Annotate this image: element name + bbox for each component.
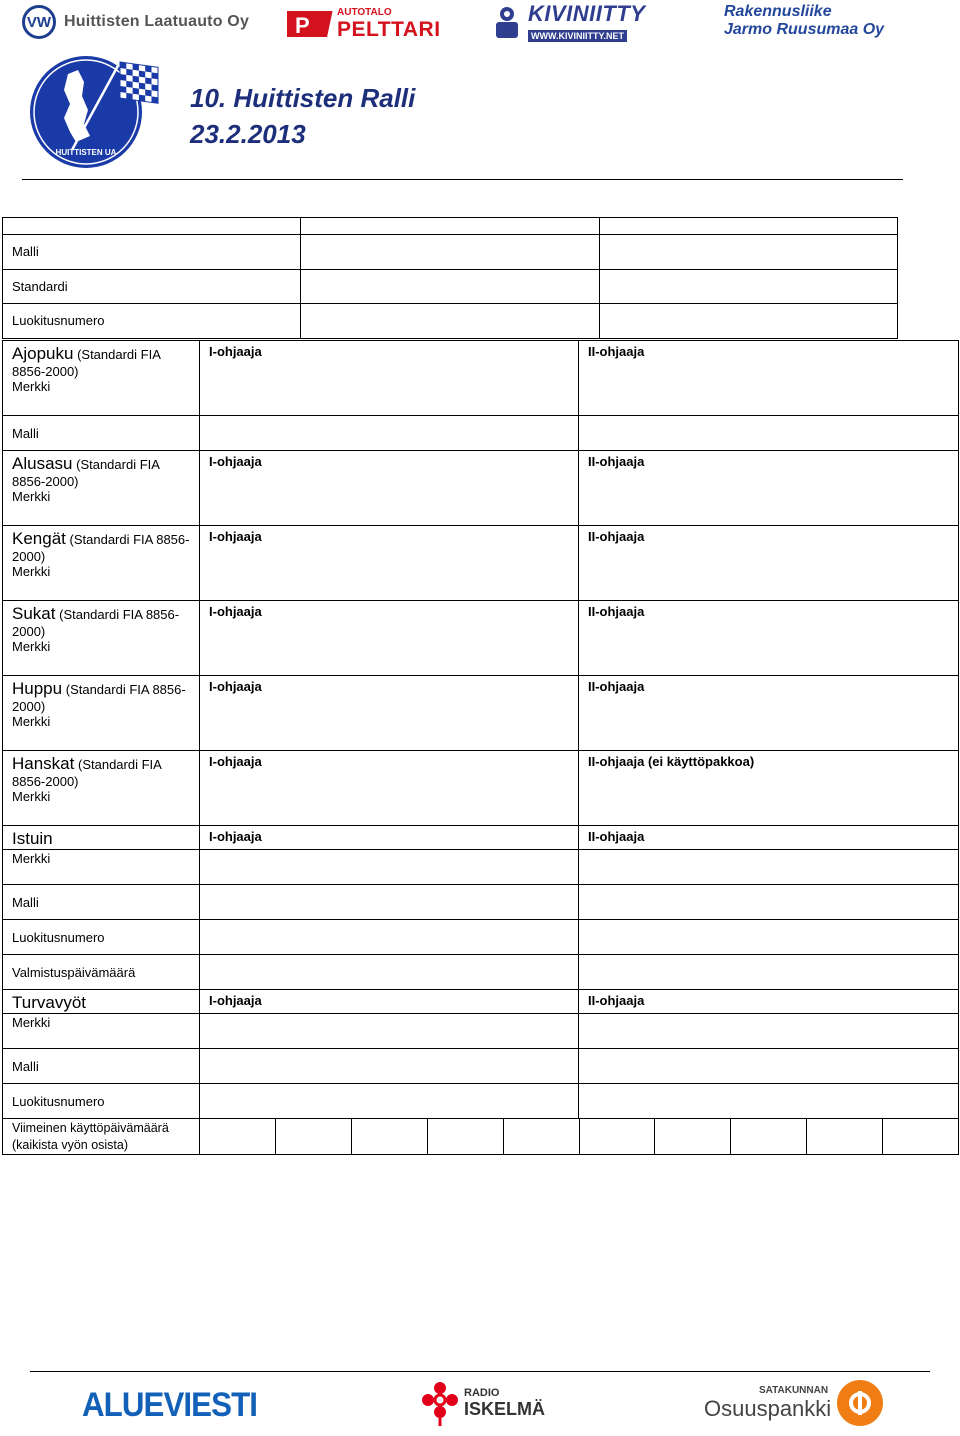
- kiviniitty-name: KIVINIITTY: [528, 1, 646, 26]
- huittisten-ua-emblem-icon: [28, 52, 160, 170]
- rally-date: 23.2.2013: [190, 119, 306, 149]
- gear-driver2-huppu[interactable]: II-ohjaaja: [579, 676, 959, 751]
- vehicle-header-cell[interactable]: [301, 218, 600, 235]
- header-divider: [22, 179, 903, 180]
- gear-sublabel-merkki: Merkki: [12, 789, 51, 804]
- gear-sublabel-merkki: Merkki: [12, 489, 51, 504]
- gear-field-istuin-luokitus-1[interactable]: [200, 920, 579, 955]
- iskelma-name: ISKELMÄ: [464, 1398, 545, 1419]
- gear-title-ajopuku: Ajopuku: [12, 344, 74, 363]
- vehicle-header-cell[interactable]: [600, 218, 898, 235]
- gear-row-istuin: [3, 826, 959, 850]
- gear-sublabel-merkki: Merkki: [12, 564, 51, 579]
- gear-driver2-kengat[interactable]: II-ohjaaja: [579, 526, 959, 601]
- gear-field-turvavyot-luokitus-1[interactable]: [200, 1084, 579, 1119]
- gear-field-turvavyot-merkki-2[interactable]: [579, 1014, 959, 1049]
- vehicle-row-malli: [3, 235, 898, 270]
- gear-standard-huppu: (Standardi FIA 8856-2000): [12, 682, 186, 714]
- gear-field-istuin-merkki-1[interactable]: [200, 850, 579, 885]
- vehicle-info-table: [2, 217, 898, 339]
- expiry-date-cell[interactable]: [579, 1119, 655, 1154]
- gear-row-turvavyot-luokitus: [3, 1084, 959, 1119]
- expiry-date-cell[interactable]: [351, 1119, 427, 1154]
- vehicle-row-luokitusnumero: [3, 304, 898, 339]
- expiry-date-cell[interactable]: [275, 1119, 351, 1154]
- gear-title-istuin: Istuin: [12, 829, 53, 848]
- gear-title-kengat: Kengät: [12, 529, 66, 548]
- vehicle-header-cell: [3, 218, 301, 235]
- gear-row-turvavyot-malli: [3, 1049, 959, 1084]
- gear-title-turvavyot: Turvavyöt: [12, 993, 87, 1012]
- vehicle-field-malli-2[interactable]: [600, 235, 898, 270]
- gear-row-sukat: [3, 601, 959, 676]
- gear-row-ajopuku-malli: [3, 416, 959, 451]
- gear-sublabel-merkki: Merkki: [3, 850, 200, 885]
- sponsor-alueviesti: ALUEVIESTI: [82, 1386, 258, 1424]
- ruusumaa-line-1: Rakennusliike: [724, 3, 832, 20]
- vehicle-row-standardi: [3, 269, 898, 304]
- vw-logo-letters: VW: [26, 13, 52, 31]
- gear-driver1-hanskat[interactable]: I-ohjaaja: [200, 751, 579, 826]
- gear-driver2-sukat[interactable]: II-ohjaaja: [579, 601, 959, 676]
- gear-title-alusasu: Alusasu: [12, 454, 73, 473]
- svg-text:P: P: [295, 13, 310, 38]
- iskelma-logo-icon: [418, 1380, 462, 1426]
- gear-row-turvavyot-merkki: [3, 1014, 959, 1049]
- vehicle-header-row: [3, 218, 898, 235]
- sponsor-radio-iskelma: [418, 1380, 545, 1426]
- rally-title: [190, 80, 415, 152]
- gear-field-istuin-malli-2[interactable]: [579, 885, 959, 920]
- gear-row-ajopuku: [3, 341, 959, 416]
- rally-name: 10. Huittisten Ralli: [190, 83, 416, 113]
- safety-gear-table: [2, 340, 959, 1155]
- expiry-date-cell[interactable]: [730, 1119, 806, 1154]
- gear-row-istuin-merkki: [3, 850, 959, 885]
- gear-driver1-istuin[interactable]: I-ohjaaja: [200, 826, 579, 850]
- op-name: Osuuspankki: [704, 1395, 832, 1421]
- gear-field-istuin-malli-1[interactable]: [200, 885, 579, 920]
- gear-sublabel-merkki: Merkki: [12, 714, 51, 729]
- vehicle-field-standardi-2[interactable]: [600, 269, 898, 304]
- sponsor-kiviniitty: [490, 2, 645, 42]
- footer-divider: [30, 1371, 930, 1372]
- vehicle-field-luokitusnumero-1[interactable]: [301, 304, 600, 339]
- op-region-text: SATAKUNNAN: [759, 1384, 829, 1396]
- gear-sublabel-luokitusnumero: Luokitusnumero: [3, 1084, 200, 1119]
- gear-field-istuin-valmistus-1[interactable]: [200, 955, 579, 990]
- gear-row-turvavyot: [3, 990, 959, 1014]
- kiviniitty-logo-icon: [490, 4, 524, 40]
- expiry-date-cell[interactable]: [806, 1119, 882, 1154]
- gear-sublabel-merkki: Merkki: [12, 379, 51, 394]
- gear-driver2-turvavyot[interactable]: II-ohjaaja: [579, 990, 959, 1014]
- gear-sublabel-luokitusnumero: Luokitusnumero: [3, 920, 200, 955]
- gear-driver1-kengat[interactable]: I-ohjaaja: [200, 526, 579, 601]
- peltari-big-text: PELTTARI: [337, 17, 441, 41]
- gear-label-hanskat: [3, 751, 200, 826]
- vw-logo-icon: [22, 5, 56, 39]
- gear-label-ajopuku: [3, 341, 200, 416]
- expiry-date-cell[interactable]: [200, 1119, 275, 1154]
- gear-field-istuin-valmistus-2[interactable]: [579, 955, 959, 990]
- expiry-date-cell[interactable]: [654, 1119, 730, 1154]
- gear-label-kengat: [3, 526, 200, 601]
- gear-sublabel-malli: Malli: [3, 416, 200, 451]
- vehicle-field-malli-1[interactable]: [301, 235, 600, 270]
- gear-field-istuin-merkki-2[interactable]: [579, 850, 959, 885]
- vehicle-field-standardi-1[interactable]: [301, 269, 600, 304]
- gear-standard-alusasu: (Standardi FIA 8856-2000): [12, 457, 160, 489]
- gear-sublabel-malli: Malli: [3, 1049, 200, 1084]
- gear-row-huppu: [3, 676, 959, 751]
- expiry-date-cell[interactable]: [427, 1119, 503, 1154]
- expiry-date-cell[interactable]: [882, 1119, 958, 1154]
- gear-field-ajopuku-malli-2[interactable]: [579, 416, 959, 451]
- gear-field-turvavyot-merkki-1[interactable]: [200, 1014, 579, 1049]
- gear-sublabel-malli: Malli: [3, 885, 200, 920]
- vehicle-field-luokitusnumero-2[interactable]: [600, 304, 898, 339]
- gear-row-istuin-valmistus: [3, 955, 959, 990]
- sponsor-autotalo-peltari: [287, 8, 441, 40]
- gear-sublabel-merkki: Merkki: [3, 1014, 200, 1049]
- gear-label-istuin: [3, 826, 200, 850]
- gear-driver2-alusasu[interactable]: II-ohjaaja: [579, 451, 959, 526]
- gear-sublabel-merkki: Merkki: [12, 639, 51, 654]
- gear-row-turvavyot-viimeinen: [3, 1119, 959, 1155]
- expiry-date-cell[interactable]: [503, 1119, 579, 1154]
- gear-label-turvavyot: [3, 990, 200, 1014]
- ruusumaa-line-2: Jarmo Ruusumaa Oy: [724, 21, 885, 38]
- gear-title-huppu: Huppu: [12, 679, 63, 698]
- sponsor-ruusumaa: [724, 3, 884, 39]
- gear-driver1-huppu[interactable]: I-ohjaaja: [200, 676, 579, 751]
- vehicle-label-standardi: Standardi: [3, 269, 301, 304]
- kiviniitty-url: WWW.KIVINIITTY.NET: [528, 30, 627, 42]
- gear-row-istuin-malli: [3, 885, 959, 920]
- gear-title-sukat: Sukat: [12, 604, 56, 623]
- gear-driver1-sukat[interactable]: I-ohjaaja: [200, 601, 579, 676]
- gear-sublabel-viimeinen: Viimeinen käyttöpäivämäärä (kaikista vyön osista): [3, 1119, 200, 1155]
- emblem-label: HUITTISTEN UA: [55, 148, 117, 157]
- gear-row-istuin-luokitus: [3, 920, 959, 955]
- gear-driver1-ajopuku[interactable]: I-ohjaaja: [200, 341, 579, 416]
- vehicle-label-luokitusnumero: Luokitusnumero: [3, 304, 301, 339]
- gear-label-sukat: [3, 601, 200, 676]
- gear-row-kengat: [3, 526, 959, 601]
- gear-driver2-hanskat[interactable]: II-ohjaaja (ei käyttöpakkoa): [579, 751, 959, 826]
- gear-standard-sukat: (Standardi FIA 8856-2000): [12, 607, 180, 639]
- gear-standard-hanskat: (Standardi FIA 8856-2000): [12, 757, 162, 789]
- sponsor-vw-text: Huittisten Laatuauto Oy: [64, 13, 250, 30]
- gear-driver2-ajopuku[interactable]: II-ohjaaja: [579, 341, 959, 416]
- gear-row-alusasu: [3, 451, 959, 526]
- gear-row-hanskat: [3, 751, 959, 826]
- gear-field-ajopuku-malli-1[interactable]: [200, 416, 579, 451]
- gear-label-huppu: [3, 676, 200, 751]
- gear-field-istuin-luokitus-2[interactable]: [579, 920, 959, 955]
- gear-label-alusasu: [3, 451, 200, 526]
- op-logo-icon: [837, 1380, 883, 1426]
- gear-sublabel-valmistus: Valmistuspäivämäärä: [3, 955, 200, 990]
- gear-field-turvavyot-malli-2[interactable]: [579, 1049, 959, 1084]
- gear-standard-ajopuku: (Standardi FIA 8856-2000): [12, 347, 161, 379]
- peltari-logo-icon: [287, 9, 333, 39]
- gear-title-hanskat: Hanskat: [12, 754, 75, 773]
- vehicle-label-malli: Malli: [3, 235, 301, 270]
- gear-field-turvavyot-malli-1[interactable]: [200, 1049, 579, 1084]
- gear-standard-kengat: (Standardi FIA 8856-2000): [12, 532, 190, 564]
- sponsor-satakunnan-osuuspankki: [704, 1380, 883, 1426]
- gear-driver1-turvavyot[interactable]: I-ohjaaja: [200, 990, 579, 1014]
- sponsor-huittisten-laatuauto: [22, 4, 249, 40]
- peltari-small-text: AUTOTALO: [337, 6, 392, 18]
- expiry-date-cells: [200, 1119, 959, 1155]
- iskelma-radio-text: RADIO: [464, 1386, 500, 1399]
- gear-field-turvavyot-luokitus-2[interactable]: [579, 1084, 959, 1119]
- gear-driver2-istuin[interactable]: II-ohjaaja: [579, 826, 959, 850]
- gear-driver1-alusasu[interactable]: I-ohjaaja: [200, 451, 579, 526]
